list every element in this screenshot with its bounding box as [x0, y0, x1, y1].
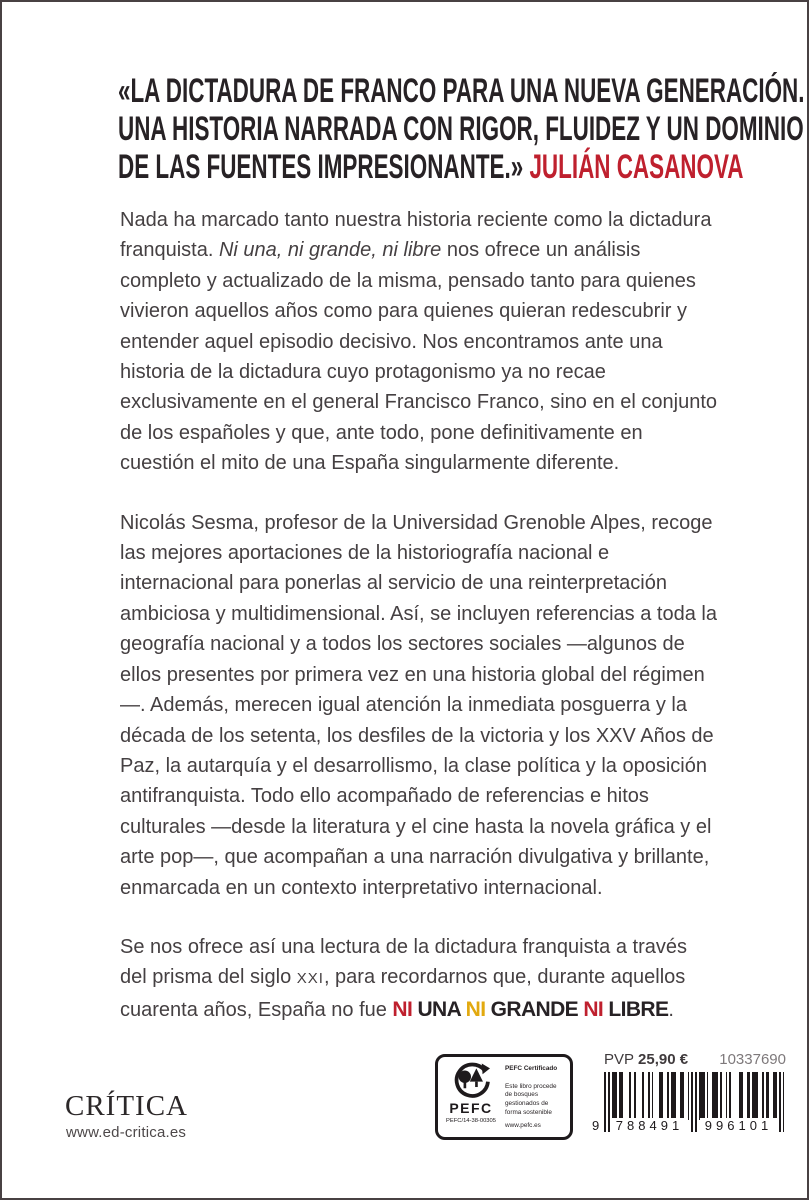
pefc-website: www.pefc.es — [505, 1122, 541, 1130]
publisher-logo: CRÍTICA — [65, 1090, 188, 1122]
pefc-certificate-code: PEFC/14-38-00305 — [446, 1118, 496, 1124]
review-quote-line: UNA HISTORIA NARRADA CON RIGOR, FLUIDEZ Y UN DOMINIO — [118, 110, 804, 148]
barcode-bar — [707, 1072, 709, 1120]
barcode-bar — [688, 1072, 690, 1120]
barcode-bar — [747, 1072, 751, 1120]
barcode-bar — [619, 1072, 623, 1120]
pefc-wordmark: PEFC — [449, 1100, 493, 1116]
barcode-bar — [629, 1072, 631, 1120]
barcode-bar — [659, 1072, 663, 1120]
barcode-bar — [648, 1072, 650, 1120]
barcode-bar — [667, 1072, 669, 1120]
barcode-bar — [712, 1072, 718, 1120]
barcode-bar — [766, 1072, 770, 1120]
pefc-logo-column — [443, 1061, 499, 1133]
isbn-barcode — [592, 1072, 785, 1138]
barcode-bar — [752, 1072, 758, 1120]
barcode-bar — [691, 1072, 693, 1132]
pefc-description: Este libro procede de bosques gestionados de forma sostenible — [505, 1082, 557, 1116]
barcode-bar — [720, 1072, 722, 1120]
pefc-certification-label — [435, 1054, 573, 1140]
barcode-bar — [773, 1072, 777, 1120]
pefc-text-column — [499, 1061, 565, 1133]
barcode-bar — [762, 1072, 764, 1120]
pefc-certified-label: PEFC Certificado — [505, 1065, 558, 1072]
review-quote-line: DE LAS FUENTES IMPRESIONANTE.» JULIÁN CASANOVA — [118, 148, 744, 186]
barcode-bar — [642, 1072, 644, 1120]
barcode-bar — [604, 1072, 606, 1132]
barcode-bar — [739, 1072, 743, 1120]
price-value: 25,90 € — [638, 1051, 689, 1068]
barcode-bar — [779, 1072, 781, 1132]
pefc-trees-icon — [451, 1061, 491, 1099]
pvp-label: PVP — [604, 1051, 635, 1068]
blurb-paragraph-1: Nada ha marcado tanto nuestra historia reciente como la dictadura franquista. Ni una, ni grande, ni libre nos ofrece un análisis completo y actualizado de la misma, pensado tanto para quienes vivieron aquellos años como para quienes quieran redescubrir y entender aquel episodio decisivo. Nos encontramos ante una historia de la dictadura cuyo protagonismo ya no recae exclusivamente en el general Francisco Franco, sino en el conjunto de los españoles y que, ante todo, pone definitivamente en cuestión el mito de una España singularmente diferente. — [120, 209, 717, 475]
barcode-prefix-digit: 9 — [592, 1118, 600, 1133]
barcode-bar — [729, 1072, 731, 1120]
barcode-bar — [783, 1072, 785, 1132]
barcode-bar — [612, 1072, 618, 1120]
product-code: 10337690 — [719, 1051, 786, 1068]
barcode-bar — [680, 1072, 684, 1120]
blurb-paragraph-3: Se nos ofrece así una lectura de la dictadura franquista a través del prisma del siglo XXI, para recordarnos que, durante aquellos cuarenta años, España no fue NI UNA NI GRANDE NI LIBRE. — [120, 935, 688, 1021]
barcode-digits-left: 788491 — [611, 1118, 688, 1134]
barcode-bar — [652, 1072, 654, 1120]
barcode-digits-right: 996101 — [700, 1118, 777, 1134]
blurb-text-column — [120, 205, 718, 1054]
price-row — [604, 1051, 786, 1068]
barcode-bar — [634, 1072, 636, 1120]
blurb-paragraph-2: Nicolás Sesma, profesor de la Universidad Grenoble Alpes, recoge las mejores aportaciones de la historiografía nacional e internacional para ponerlas al servicio de una reinterpretación ambiciosa y multidimensional. Así, se incluyen referencias a toda la geografía nacional y a todos los sectores sociales —algunos de ellos presentes por primera vez en una historia global del régimen—. Además, merecen igual atención la inmediata posguerra y la década de los setenta, los desfiles de la victoria y los XXV Años de Paz, la autarquía y el desarrollismo, la clase política y la oposición antifranquista. Todo ello acompañado de referencias e hitos culturales —desde la literatura y el cine hasta la novela gráfica y el arte pop—, que acompañan a una narración divulgativa y brillante, enmarcada en un contexto interpretativo internacional. — [120, 511, 717, 899]
barcode-bar — [671, 1072, 677, 1120]
barcode-bar — [699, 1072, 705, 1120]
barcode-bar — [608, 1072, 610, 1132]
review-quote — [118, 72, 805, 186]
review-quote-line: «LA DICTADURA DE FRANCO PARA UNA NUEVA GENERACIÓN. — [118, 72, 805, 110]
barcode-bar — [695, 1072, 697, 1132]
barcode-bar — [726, 1072, 728, 1120]
publisher-website: www.ed-critica.es — [66, 1124, 187, 1141]
